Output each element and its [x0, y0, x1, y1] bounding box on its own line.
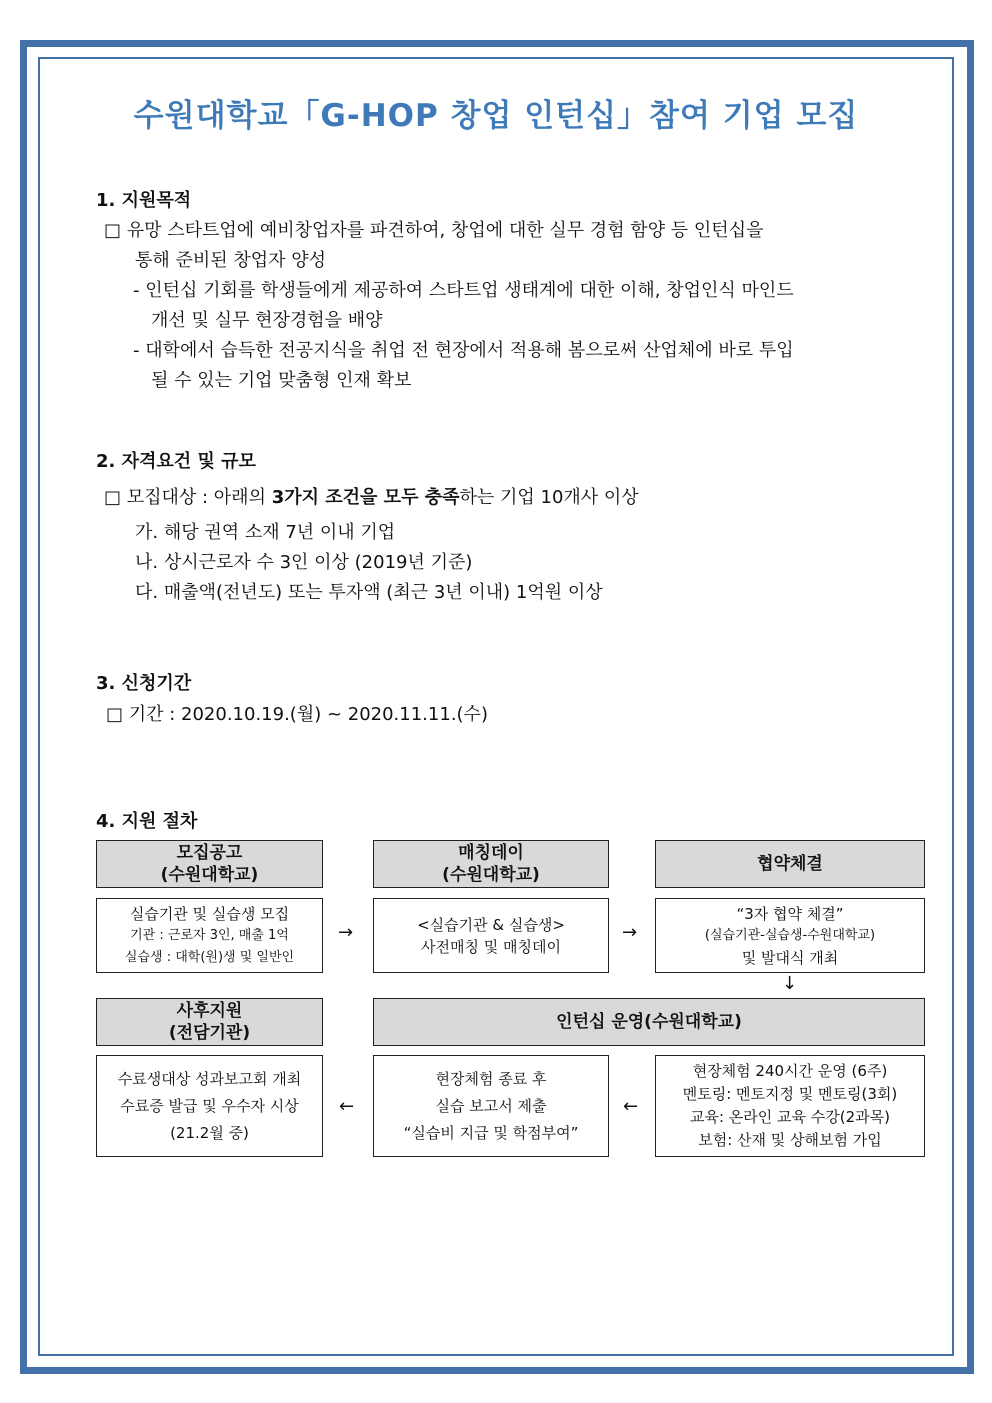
page-title: 수원대학교「G-HOP 창업 인턴십」참여 기업 모집 [133, 98, 859, 134]
operations-header [373, 998, 925, 1046]
step-4-line-4: 보험: 산재 및 상해보험 가입 [698, 1131, 882, 1149]
section-2-heading: 2. 자격요건 및 규모 [96, 451, 256, 472]
arrow-left-2: ← [623, 1096, 639, 1117]
s2-bullet-emphasis: 3가지 조건을 모두 충족 [271, 487, 460, 508]
step-6-title: 사후지원 [176, 1001, 243, 1021]
step-1-line-1: 실습기관 및 실습생 모집 [129, 904, 290, 923]
section-4-heading: 4. 지원 절차 [96, 811, 198, 832]
s2-bullet-pre: □ 모집대상 : 아래의 [104, 487, 272, 508]
step-3-line-1: “3자 협약 체결” [736, 904, 844, 923]
step-6-line-1: 수료생대상 성과보고회 개최 [117, 1069, 302, 1088]
step-2-body [373, 898, 609, 973]
step-6-subtitle: (전담기관) [168, 1023, 251, 1043]
s2-item-da: 다. 매출액(전년도) 또는 투자액 (최근 3년 이내) 1억원 이상 [135, 582, 603, 603]
step-4-body [655, 1055, 925, 1157]
step-4-line-3: 교육: 온라인 교육 수강(2과목) [690, 1108, 890, 1126]
step-5-line-3: “실습비 지급 및 학점부여” [403, 1123, 579, 1142]
s2-item-ga: 가. 해당 권역 소재 7년 이내 기업 [135, 522, 396, 543]
step-2-title: 매칭데이 [458, 843, 524, 863]
s1-dash-2-line-2: 될 수 있는 기업 맞춤형 인재 확보 [151, 370, 412, 391]
step-5-line-2: 실습 보고서 제출 [435, 1096, 547, 1115]
step-2-header [373, 840, 609, 888]
s2-item-na: 나. 상시근로자 수 3인 이상 (2019년 기준) [135, 552, 473, 573]
s1-dash-2-line-1: - 대학에서 습득한 전공지식을 취업 전 현장에서 적용해 봄으로써 산업체에 바로 투입 [133, 340, 794, 361]
section-3-heading: 3. 신청기간 [96, 673, 192, 694]
step-4-line-2: 멘토링: 멘토지정 및 멘토링(3회) [682, 1085, 898, 1103]
step-3-title: 협약체결 [757, 854, 823, 874]
step-4-line-1: 현장체험 240시간 운영 (6주) [692, 1062, 888, 1080]
step-1-title: 모집공고 [176, 843, 243, 863]
arrow-down: ↓ [782, 973, 798, 994]
s1-bullet-line-1: □ 유망 스타트업에 예비창업자를 파견하여, 창업에 대한 실무 경험 함양 등 인턴십을 [104, 220, 764, 241]
step-6-line-2: 수료증 발급 및 우수자 시상 [120, 1096, 299, 1115]
step-1-line-3: 실습생 : 대학(원)생 및 일반인 [124, 949, 295, 965]
arrow-right-2: → [622, 922, 638, 943]
s3-period: □ 기간 : 2020.10.19.(월) ~ 2020.11.11.(수) [106, 704, 488, 725]
step-2-line-2: 사전매칭 및 매칭데이 [421, 937, 561, 956]
step-6-header [96, 998, 323, 1046]
s2-bullet [104, 483, 639, 509]
step-3-line-3: 및 발대식 개최 [741, 948, 839, 967]
step-2-subtitle: (수원대학교) [442, 865, 540, 885]
s2-bullet-post: 하는 기업 10개사 이상 [459, 487, 639, 508]
step-3-body [655, 898, 925, 973]
step-5-body [373, 1055, 609, 1157]
step-5-line-1: 현장체험 종료 후 [435, 1069, 547, 1088]
step-2-line-1: <실습기관 & 실습생> [417, 915, 565, 934]
s1-dash-1-line-2: 개선 및 실무 현장경험을 배양 [151, 310, 383, 331]
step-3-line-2: (실습기관-실습생-수원대학교) [704, 927, 876, 943]
arrow-left-1: ← [339, 1096, 355, 1117]
operations-title: 인턴십 운영(수원대학교) [556, 1012, 742, 1032]
arrow-right-1: → [338, 922, 354, 943]
step-1-body [96, 898, 323, 973]
step-6-body [96, 1055, 323, 1157]
section-1-heading: 1. 지원목적 [96, 190, 192, 211]
step-1-line-2: 기관 : 근로자 3인, 매출 1억 [130, 927, 289, 943]
step-6-line-3: (21.2월 중) [170, 1123, 249, 1142]
s1-dash-1-line-1: - 인턴십 기회를 학생들에게 제공하여 스타트업 생태계에 대한 이해, 창업인식 마인드 [133, 280, 794, 301]
step-3-header [655, 840, 925, 888]
s1-bullet-line-2: 통해 준비된 창업자 양성 [135, 250, 327, 271]
step-1-subtitle: (수원대학교) [160, 865, 259, 885]
step-1-header [96, 840, 323, 888]
